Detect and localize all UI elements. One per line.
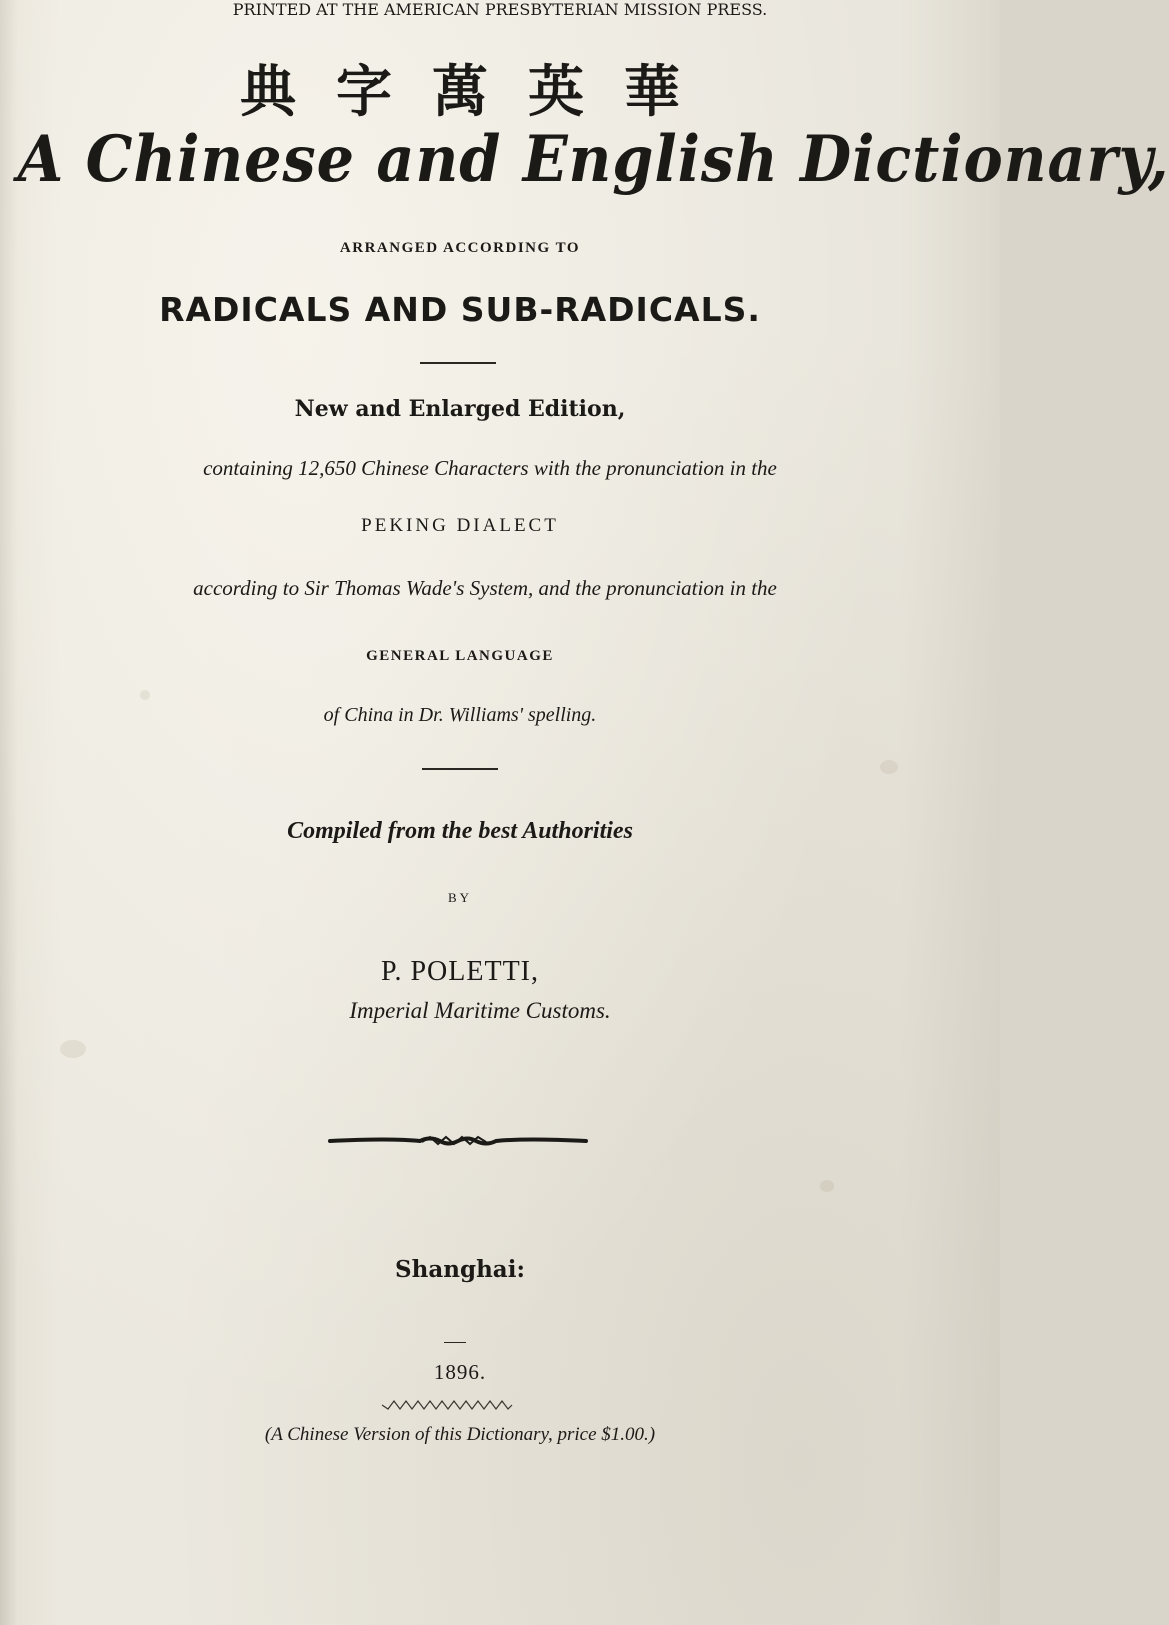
divider-rule	[422, 768, 498, 770]
paper-stain	[880, 760, 898, 774]
dialect-heading: PEKING DIALECT	[361, 515, 559, 536]
printer-line: PRINTED AT THE AMERICAN PRESBYTERIAN MISSION PRESS.	[232, 0, 768, 19]
arranged-line: ARRANGED ACCORDING TO	[339, 240, 581, 256]
by-line: BY	[447, 890, 473, 905]
chinese-title: 典字萬英華	[240, 60, 720, 125]
place-of-printing: Shanghai:	[395, 1256, 525, 1283]
general-language-heading: GENERAL LANGUAGE	[366, 648, 554, 664]
containing-line: containing 12,650 Chinese Characters with the pronunciation in the	[203, 456, 777, 480]
according-line: according to Sir Thomas Wade's System, and the pronunciation in the	[193, 576, 777, 600]
edition-line: New and Enlarged Edition,	[294, 396, 626, 422]
publication-year: 1896.	[433, 1360, 487, 1384]
radicals-heading: RADICALS AND SUB-RADICALS.	[159, 290, 761, 329]
short-rule	[444, 1342, 466, 1343]
china-line: of China in Dr. Williams' spelling.	[323, 704, 597, 726]
author-name: P. POLETTI,	[381, 956, 539, 987]
paper-stain	[140, 690, 150, 700]
paper-stain	[60, 1040, 86, 1058]
paper-stain	[820, 1180, 834, 1192]
main-title: A Chinese and English Dictionary,	[17, 122, 1169, 197]
wave-ornament	[382, 1400, 512, 1410]
author-affiliation: Imperial Maritime Customs.	[349, 998, 611, 1023]
ornament-divider	[330, 1134, 586, 1148]
compiled-line: Compiled from the best Authorities	[287, 818, 633, 844]
price-note: (A Chinese Version of this Dictionary, price $1.00.)	[264, 1424, 656, 1445]
divider-rule	[420, 362, 496, 364]
